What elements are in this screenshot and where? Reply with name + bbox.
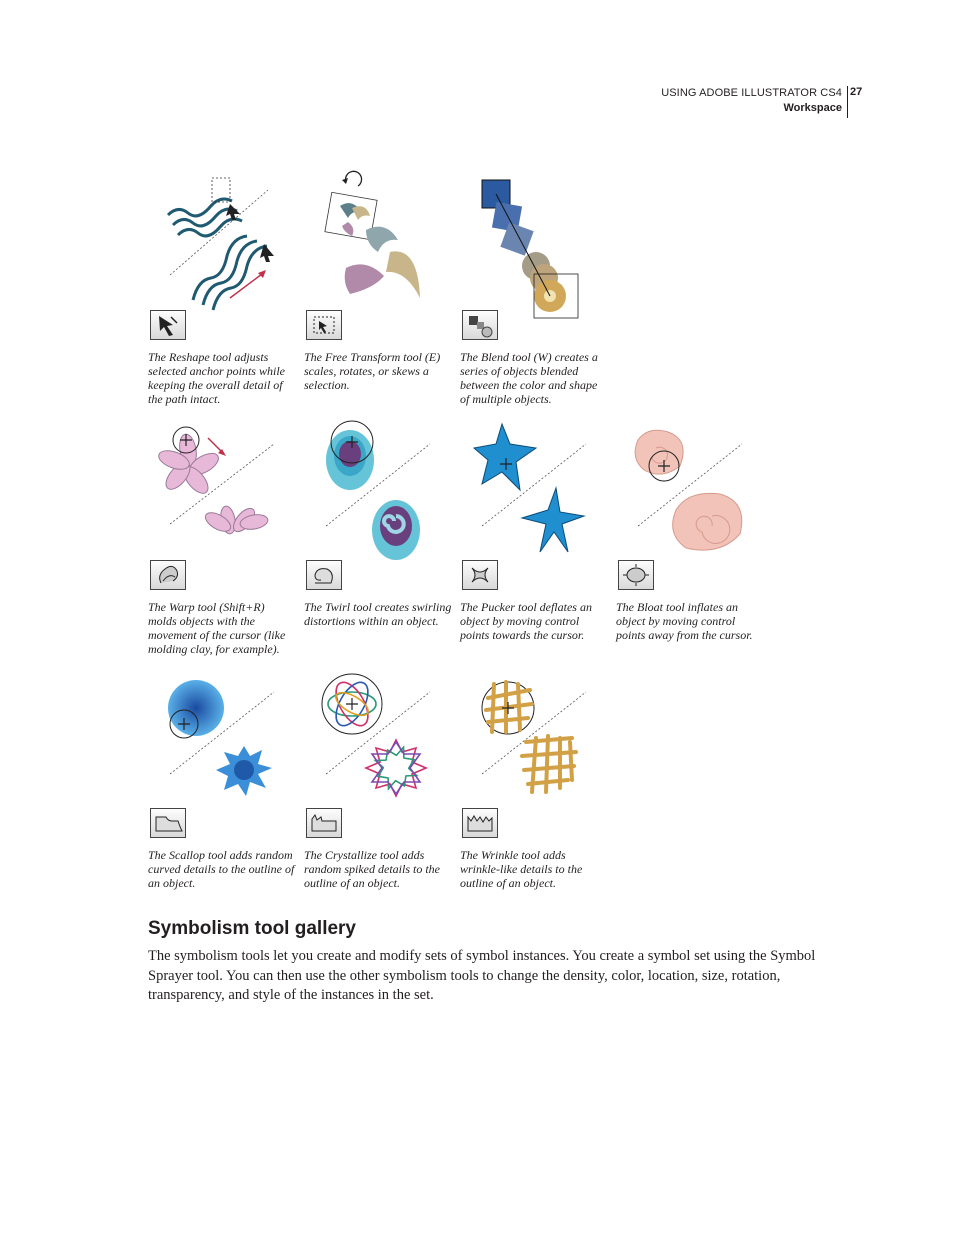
free-transform-tool-icon <box>306 310 342 340</box>
reshape-tool-icon <box>150 310 186 340</box>
scallop-tool-icon <box>150 808 186 838</box>
caption-blend: The Blend tool (W) creates a series of objects blended between the color and shape of multiple objects. <box>460 350 598 406</box>
caption-twirl: The Twirl tool creates swirling distortions within an object. <box>304 600 452 628</box>
pucker-illustration <box>460 420 610 580</box>
caption-scallop: The Scallop tool adds random curved details to the outline of an object. <box>148 848 295 890</box>
bloat-illustration <box>616 420 766 580</box>
blend-tool-icon <box>462 310 498 340</box>
reshape-illustration <box>148 170 298 330</box>
caption-bloat: The Bloat tool inflates an object by moving control points away from the cursor. <box>616 600 753 642</box>
free-transform-illustration <box>304 170 454 330</box>
scallop-illustration <box>148 668 298 828</box>
wrinkle-illustration <box>460 668 610 828</box>
caption-pucker: The Pucker tool deflates an object by moving control points towards the cursor. <box>460 600 592 642</box>
running-header <box>661 86 842 116</box>
header-rule <box>847 86 848 118</box>
book-title: USING ADOBE ILLUSTRATOR CS4 <box>661 87 842 99</box>
caption-wrinkle: The Wrinkle tool adds wrinkle-like details to the outline of an object. <box>460 848 583 890</box>
warp-illustration <box>148 420 298 580</box>
twirl-tool-icon <box>306 560 342 590</box>
caption-crystallize: The Crystallize tool adds random spiked details to the outline of an object. <box>304 848 440 890</box>
caption-warp: The Warp tool (Shift+R) molds objects with the movement of the cursor (like molding clay, for example). <box>148 600 286 656</box>
section-title: Workspace <box>783 102 842 114</box>
caption-reshape: The Reshape tool adjusts selected anchor points while keeping the overall detail of the path intact. <box>148 350 285 406</box>
section-body: The symbolism tools let you create and modify sets of symbol instances. You create a symbol set using the Symbol Sprayer tool. You can then use the other symbolism tools to change the density, color, location, size, rotation, transparency, and style of the instances in the set. <box>148 948 816 1003</box>
twirl-illustration <box>304 420 454 580</box>
crystallize-illustration <box>304 668 454 828</box>
wrinkle-tool-icon <box>462 808 498 838</box>
crystallize-tool-icon <box>306 808 342 838</box>
pucker-tool-icon <box>462 560 498 590</box>
warp-tool-icon <box>150 560 186 590</box>
bloat-tool-icon <box>618 560 654 590</box>
caption-free-transform: The Free Transform tool (E) scales, rotates, or skews a selection. <box>304 350 441 392</box>
section-heading: Symbolism tool gallery <box>148 918 356 939</box>
blend-illustration <box>460 170 610 330</box>
page-number: 27 <box>850 86 863 98</box>
